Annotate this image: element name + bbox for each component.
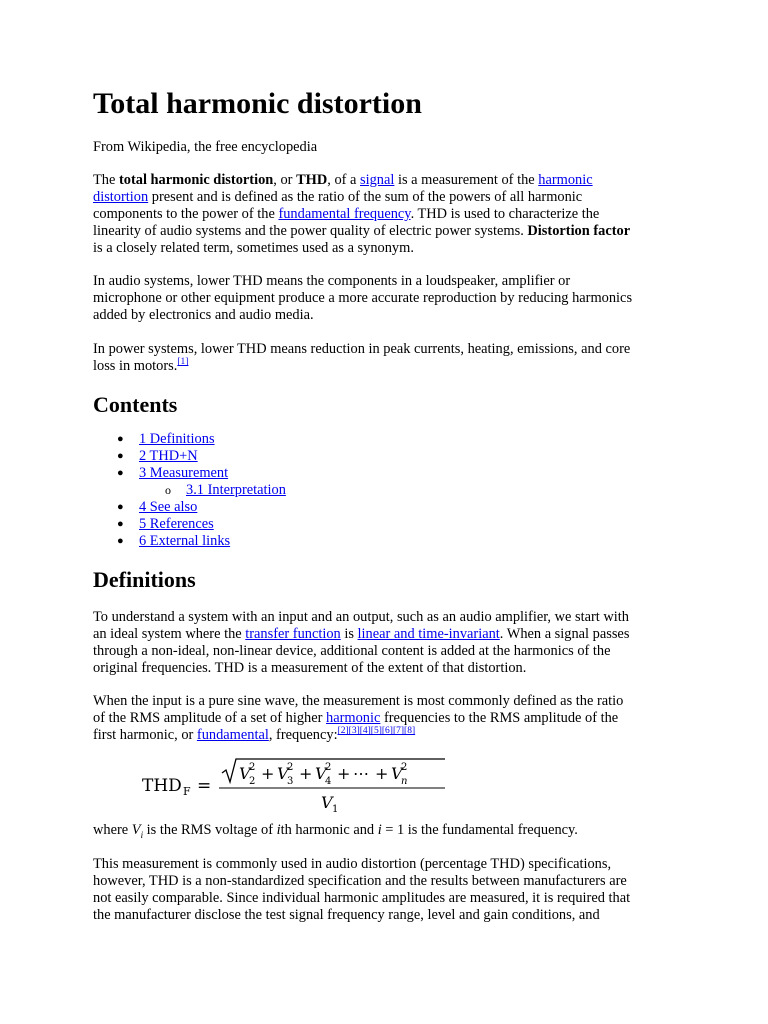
sub-bullet-icon: o [165,483,171,497]
toc-item [93,516,493,533]
toc-link[interactable]: 6 External links [139,533,231,549]
bullet-icon: ● [117,433,124,445]
svg-text:2: 2 [325,762,332,773]
page-title: Total harmonic distortion [93,87,422,120]
svg-text:n: n [401,776,408,787]
toc-link[interactable]: 4 See also [139,499,198,515]
bold-term: THD [296,172,328,188]
reference-links[interactable]: [2][3][4][5][6][7][8] [337,726,416,736]
toc-item [93,482,493,499]
toc-item [93,431,493,448]
intro-paragraph-2: In audio systems, lower THD means the components in a loudspeaker, amplifier or microphone or other equipment produce a more accurate reproduction by reducing harmonics added by electronics and audio media. [93,273,633,323]
svg-text:3: 3 [287,776,294,787]
formula-lhs: THD [142,776,182,796]
table-of-contents [93,431,493,550]
svg-text:2: 2 [249,762,256,773]
toc-item [93,448,493,465]
reference-link[interactable]: [1] [177,357,189,367]
toc-item [93,533,493,550]
fundamental-frequency-link[interactable]: fundamental frequency [278,206,411,222]
signal-link[interactable]: signal [360,172,395,188]
formula-lhs-subscript: F [183,785,191,798]
toc-item [93,499,493,516]
svg-text:V: V [277,764,289,783]
toc-item [93,465,493,482]
svg-text:V: V [239,764,251,783]
tagline: From Wikipedia, the free encyclopedia [93,139,318,155]
definitions-paragraph-4: This measurement is commonly used in audio distortion (percentage THD) specifications, however, THD is a non-standardized specification and the results between manufacturers are not easily comparable. Since individual harmonic amplitudes are measured, it is required that the manufacturer disclose the test signal frequency range, level and gain conditions, and [93,856,631,923]
harmonic-link[interactable]: harmonic [326,710,381,726]
bullet-icon: ● [117,535,124,547]
thd-formula [139,757,459,813]
toc-link[interactable]: 3 Measurement [139,465,229,481]
bullet-icon: ● [117,501,124,513]
svg-text:V: V [391,764,403,783]
formula-denominator-subscript: 1 [332,804,339,813]
definitions-paragraph-3: where $V_i$ is the RMS voltage of ith harmonic and i = 1 is the fundamental frequency. [93,822,578,840]
svg-text:+: + [375,764,389,783]
svg-text:V: V [315,764,327,783]
formula-denominator: V [321,793,333,812]
radical-sign [222,759,445,782]
intro-paragraph-1: The total harmonic distortion, or THD, of a signal is a measurement of the harmonic distortion present and is defined as the ratio of the sum of the powers of all harmonic components to the power of the fundamental frequency. THD is used to characterize the linearity of audio systems and the power quality of electric power systems. Distortion factor is a closely related term, sometimes used as a synonym. [93,172,631,256]
svg-text:2: 2 [401,762,408,773]
bold-term: total harmonic distortion [118,172,274,188]
definitions-heading: Definitions [93,567,196,592]
fundamental-link[interactable]: fundamental [196,727,269,743]
definitions-paragraph-1: To understand a system with an input and an output, such as an audio amplifier, we start with an ideal system where the transfer function is linear and time-invariant. When a signal passes through a non-ideal, non-linear device, additional content is added at the harmonics of the original frequencies. THD is a measurement of the extent of that distortion. [93,609,630,676]
harmonic-distortion-link[interactable]: harmonic [538,172,593,188]
toc-link[interactable]: 3.1 Interpretation [186,482,286,498]
toc-link[interactable]: 5 References [139,516,214,532]
svg-text:2: 2 [287,762,294,773]
svg-text:+: + [261,764,275,783]
contents-heading: Contents [93,392,178,417]
svg-text:4: 4 [325,776,332,787]
transfer-function-link[interactable]: transfer function [245,626,341,642]
bullet-icon: ● [117,518,124,530]
svg-text:+: + [337,764,351,783]
intro-paragraph-3: In power systems, lower THD means reduction in peak currents, heating, emissions, and core loss in motors.[1] [93,341,631,374]
toc-link[interactable]: 1 Definitions [139,431,215,447]
svg-text:+: + [299,764,313,783]
harmonic-distortion-link[interactable]: distortion [93,189,149,205]
bullet-icon: ● [117,450,124,462]
definitions-paragraph-2: When the input is a pure sine wave, the measurement is most commonly defined as the ratio of the RMS amplitude of a set of higher harmonic frequencies to the RMS amplitude of the first harmonic, or fundamental, frequency:[2][3][4][5][6][7][8] [93,693,624,743]
toc-link[interactable]: 2 THD+N [139,448,198,464]
bold-term: Distortion factor [527,223,631,239]
bullet-icon: ● [117,467,124,479]
lti-link[interactable]: linear and time-invariant [357,626,500,642]
svg-text:⋯: ⋯ [353,764,369,783]
svg-text:2: 2 [249,776,256,787]
formula-equals: = [197,776,212,796]
